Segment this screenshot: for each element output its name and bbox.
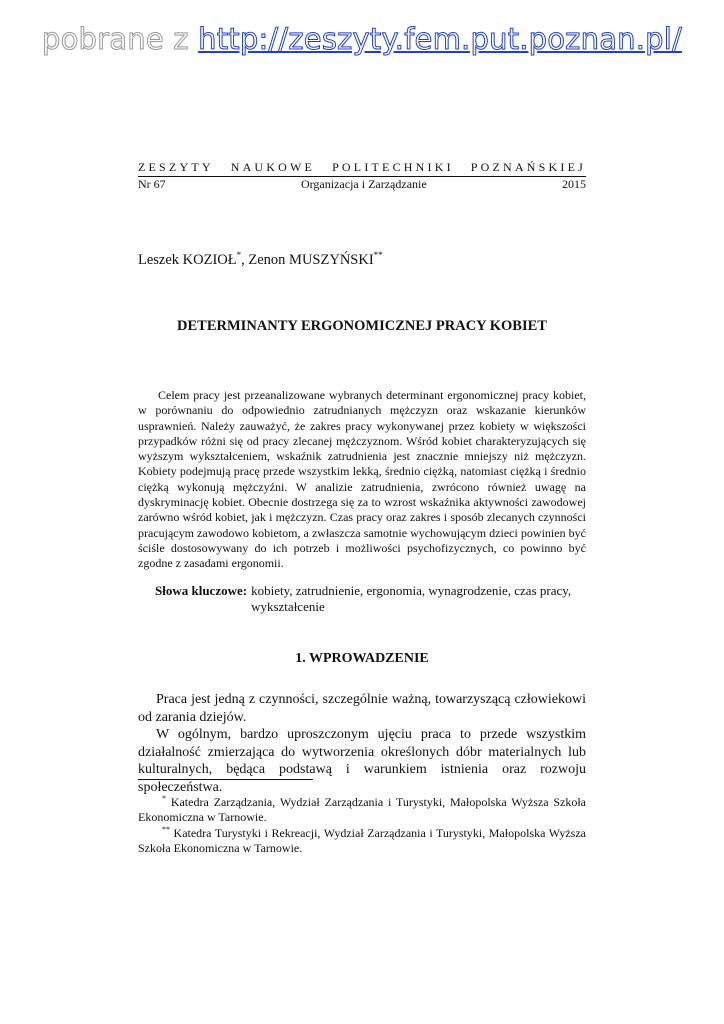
author-footnote-mark: *	[236, 250, 242, 260]
footnote-mark: *	[162, 794, 166, 803]
journal-word: NAUKOWE	[230, 160, 316, 174]
paper-title: DETERMINANTY ERGONOMICZNEJ PRACY KOBIET	[177, 318, 547, 334]
journal-word: ZESZYTY	[138, 160, 214, 174]
journal-word: POZNAŃSKIEJ	[470, 160, 586, 174]
footnote	[138, 822, 586, 856]
watermark-prefix: pobrane z	[41, 22, 199, 56]
issue-meta-line	[138, 177, 586, 192]
body-paragraph: W ogólnym, bardzo uproszczonym ujęciu praca to przede wszystkim działalność zmierzająca do wytworzenia określonych dóbr materialnych lub kulturalnych, będąca podstawą i warunkiem istnienia oraz rozwoju społeczeństwa.	[138, 727, 586, 795]
author-separator: ,	[241, 251, 249, 268]
watermark-url-link[interactable]: http://zeszyty.fem.put.poznan.pl/	[198, 22, 682, 56]
author-footnote-mark: **	[373, 250, 383, 260]
download-watermark	[0, 22, 724, 56]
keywords-label-text: Słowa kluczowe	[155, 583, 243, 598]
author-name: Leszek KOZIOŁ	[138, 251, 237, 268]
issue-year: 2015	[562, 177, 586, 191]
keywords-colon: :	[242, 583, 248, 598]
journal-name-header	[138, 160, 586, 177]
footnote-text: Katedra Turystyki i Rekreacji, Wydział Zarządzania i Turystyki, Małopolska Wyższa Szkoła Ekonomiczna w Tarnowie.	[138, 826, 586, 855]
journal-word: POLITECHNIKI	[332, 160, 454, 174]
author-list	[138, 250, 383, 269]
footnote-mark: **	[162, 825, 170, 834]
issue-number: Nr 67	[138, 177, 166, 191]
body-paragraph: Praca jest jedną z czynności, szczególnie ważną, towarzyszącą człowiekowi od zarania dziejów.	[138, 692, 586, 725]
abstract-paragraph: Celem pracy jest przeanalizowane wybranych determinant ergonomicznej pracy kobiet, w porównaniu do odpowiednio zatrudnianych mężczyzn oraz wskazanie kierunków usprawnień. Należy zauważyć, że zakres pracy wykonywanej przez kobiety w większości przypadków różni się od pracy zlecanej mężczyznom. Wśród kobiet charakteryzujących się wyższym wykształceniem, wskaźnik zatrudnienia jest znacznie mniejszy niż mężczyzn. Kobiety podejmują pracę przede wszystkim lekką, średnio ciężką, natomiast ciężką i średnio ciężką wykonują mężczyźni. W analizie zatrudnienia, zwrócono również uwagę na dyskryminację kobiet. Obecnie dostrzega się za to wzrost wskaźnika aktywności zawodowej zarówno wśród kobiet, jak i mężczyzn. Czas pracy oraz zakres i sposób zlecanych czynności pracującym zawodowo kobietom, a zwłaszcza samotnie wychowującym dzieci powinien być ściśle dostosowywany do ich potrzeb i możliwości psychofizycznych, co powinno być zgodne z zasadami ergonomii.	[138, 388, 586, 571]
section-heading: 1. WPROWADZENIE	[295, 651, 429, 666]
footnote	[138, 791, 586, 825]
keywords-block	[155, 583, 586, 615]
keywords-label	[155, 583, 247, 615]
footnote-separator	[138, 779, 313, 780]
author-name: Zenon MUSZYŃSKI	[248, 251, 374, 268]
footnote-text: Katedra Zarządzania, Wydział Zarządzania i Turystyki, Małopolska Wyższa Szkoła Ekonomiczna w Tarnowie.	[138, 795, 586, 824]
keywords-list: kobiety, zatrudnienie, ergonomia, wynagrodzenie, czas pracy, wykształcenie	[251, 583, 572, 614]
series-name: Organizacja i Zarządzanie	[300, 177, 427, 191]
